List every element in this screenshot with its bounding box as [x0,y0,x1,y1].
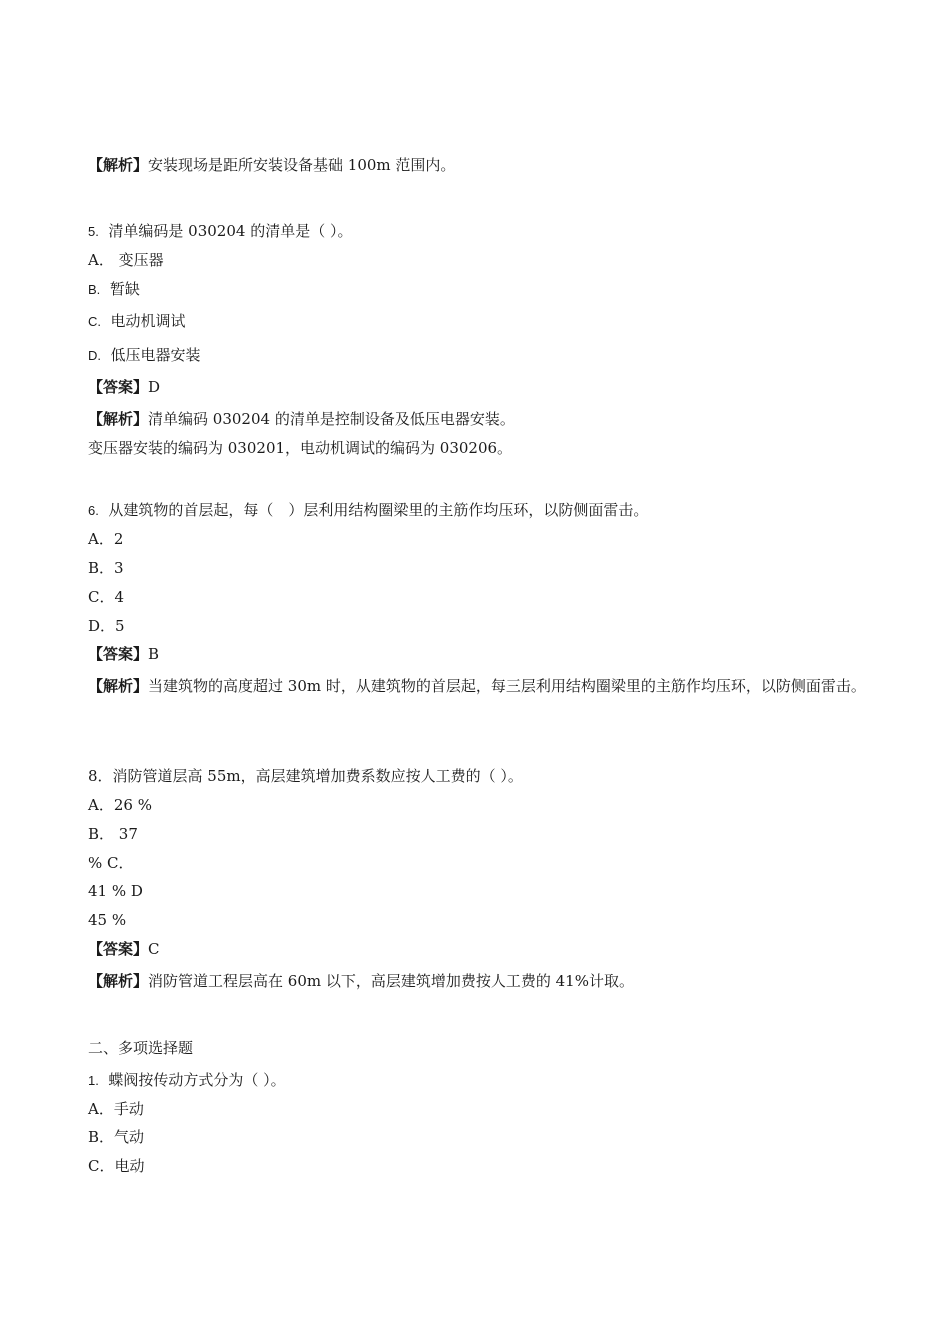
section-title: 二、多项选择题 [88,1039,194,1057]
prev-explanation [88,155,455,175]
q8-answer-value: C [148,940,160,958]
q6-option-a: A．2 [88,530,124,548]
q6-answer [88,644,159,664]
q5-number: 5. [88,224,99,239]
q5-explanation [88,409,515,429]
q5-option-b-key: B. [88,282,101,297]
q5-option-b [88,279,140,300]
q8-line-3: % C． [88,854,134,872]
explanation-tag: 【解析】 [88,156,149,174]
q5-option-d-text: 低压电器安装 [110,346,201,364]
s2-q1-option-b: B．气动 [88,1128,145,1146]
q8-line-5: 45 % [88,911,127,929]
q6-option-c: C．4 [88,588,125,606]
s2-q1-number: 1. [88,1073,99,1088]
q5-option-c-key: C. [88,314,101,329]
s2-q1-stem-text: 蝶阀按传动方式分为（ ）。 [108,1071,286,1089]
q5-option-a-text: 变压器 [118,251,164,269]
q6-stem-text: 从建筑物的首层起，每（ ）层利用结构圈梁里的主筋作均压环，以防侧面雷击。 [108,501,649,519]
q5-answer-value: D [148,378,161,396]
q8-line-4: 41 % D [88,882,143,900]
q6-answer-value: B [148,645,160,663]
q5-explanation-line2: 变压器安装的编码为 030201，电动机调试的编码为 030206。 [88,439,513,457]
q8-explanation-text: 消防管道工程层高在 60m 以下，高层建筑增加费按人工费的 41%计取。 [148,972,634,990]
q6-option-d: D．5 [88,617,125,635]
q8-line-1: A．26 % [88,796,152,814]
explanation-tag: 【解析】 [88,677,149,695]
q8-explanation [88,971,634,991]
q6-explanation-text: 当建筑物的高度超过 30m 时，从建筑物的首层起，每三层利用结构圈梁里的主筋作均压环，以防侧面雷击。 [148,677,866,695]
answer-tag: 【答案】 [88,378,149,396]
q5-stem-text: 清单编码是 030204 的清单是（ ）。 [108,222,353,240]
explanation-tag: 【解析】 [88,410,149,428]
q6-number: 6. [88,503,99,518]
q6-option-b: B．3 [88,559,124,577]
q8-answer [88,939,160,959]
q5-option-d [88,345,201,366]
q5-stem [88,221,352,242]
q5-option-c [88,311,186,332]
s2-q1-stem [88,1070,286,1091]
q8-stem: 8．消防管道层高 55m，高层建筑增加费系数应按人工费的（ ）。 [88,767,523,785]
explanation-text: 安装现场是距所安装设备基础 100m 范围内。 [148,156,456,174]
explanation-tag: 【解析】 [88,972,149,990]
q5-answer [88,377,160,397]
q6-stem [88,500,648,521]
q5-option-b-text: 暂缺 [109,280,140,298]
s2-q1-option-a: A．手动 [88,1100,144,1118]
q5-explanation-text: 清单编码 030204 的清单是控制设备及低压电器安装。 [148,410,515,428]
q5-option-d-key: D. [88,348,101,363]
answer-tag: 【答案】 [88,645,149,663]
s2-q1-option-c: C．电动 [88,1157,145,1175]
q5-option-c-text: 电动机调试 [110,312,186,330]
q6-explanation [88,671,868,701]
q5-option-a-key: A． [88,251,114,269]
q5-option-a [88,250,164,270]
answer-tag: 【答案】 [88,940,149,958]
q8-line-2: B． 37 [88,825,138,843]
